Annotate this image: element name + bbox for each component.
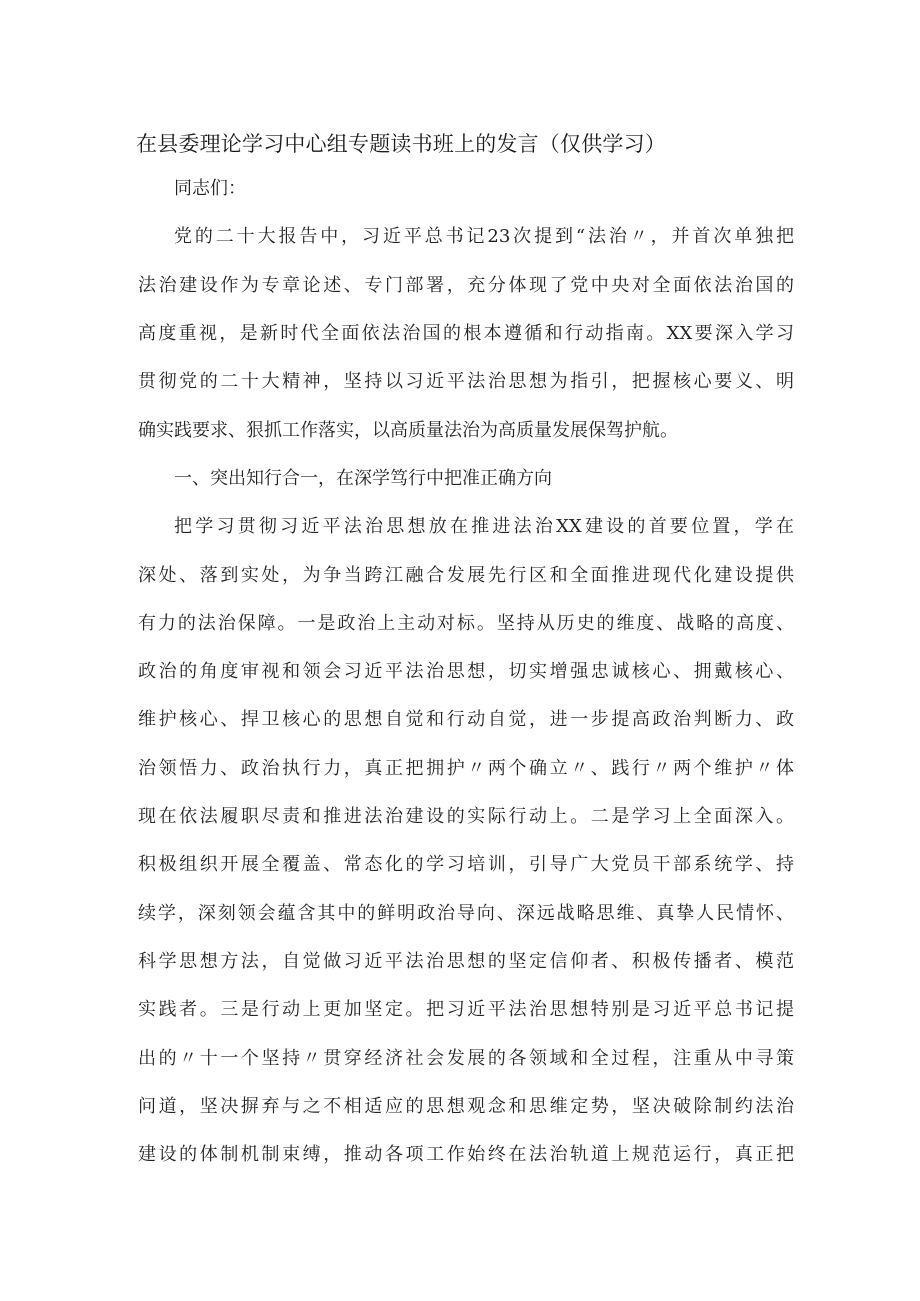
- paragraph-line: 党的二十大报告中，习近平总书记23次提到“法治〃，并首次单独把: [174, 226, 794, 247]
- paragraph-line: 建设的体制机制束缚，推动各项工作始终在法治轨道上规范运行，真正把: [138, 1144, 794, 1165]
- paragraph-line: 有力的法治保障。一是政治上主动对标。坚持从历史的维度、战略的高度、: [138, 613, 794, 634]
- document-title: 在县委理论学习中心组专题读书班上的发言（仅供学习）: [136, 132, 666, 156]
- paragraph-line: 深处、落到实处，为争当跨江融合发展先行区和全面推进现代化建设提供: [138, 565, 794, 586]
- paragraph-line: 治领悟力、政治执行力，真正把拥护〃两个确立〃、践行〃两个维护〃体: [138, 758, 794, 779]
- salutation: 同志们：: [174, 178, 246, 199]
- paragraph-line: 积极组织开展全覆盖、常态化的学习培训，引导广大党员干部系统学、持: [138, 854, 794, 875]
- paragraph-line: 问道，坚决摒弃与之不相适应的思想观念和思维定势，坚决破除制约法治: [138, 1096, 794, 1117]
- section-heading: 一、突出知行合一，在深学笃行中把准正确方向: [174, 468, 552, 489]
- paragraph-line: 实践者。三是行动上更加坚定。把习近平法治思想特别是习近平总书记提: [138, 999, 794, 1020]
- paragraph-line: 政治的角度审视和领会习近平法治思想，切实增强忠诚核心、拥戴核心、: [138, 661, 794, 682]
- paragraph-line: 续学，深刻领会蕴含其中的鲜明政治导向、深远战略思维、真挚人民情怀、: [138, 903, 794, 924]
- paragraph-line: 科学思想方法，自觉做习近平法治思想的坚定信仰者、积极传播者、模范: [138, 951, 794, 972]
- paragraph-line: 把学习贯彻习近平法治思想放在推进法治XX建设的首要位置，学在: [174, 516, 794, 537]
- paragraph-line: 确实践要求、狠抓工作落实，以高质量法治为高质量发展保驾护航。: [138, 420, 678, 441]
- paragraph-line: 法治建设作为专章论述、专门部署，充分体现了党中央对全面依法治国的: [138, 275, 794, 296]
- paragraph-line: 高度重视，是新时代全面依法治国的根本遵循和行动指南。XX要深入学习: [138, 323, 794, 344]
- paragraph-line: 现在依法履职尽责和推进法治建设的实际行动上。二是学习上全面深入。: [138, 806, 794, 827]
- paragraph-line: 出的〃十一个坚持〃贯穿经济社会发展的各领域和全过程，注重从中寻策: [138, 1048, 794, 1069]
- paragraph-line: 维护核心、捍卫核心的思想自觉和行动自觉，进一步提高政治判断力、政: [138, 709, 794, 730]
- paragraph-line: 贯彻党的二十大精神，坚持以习近平法治思想为指引，把握核心要义、明: [138, 371, 794, 392]
